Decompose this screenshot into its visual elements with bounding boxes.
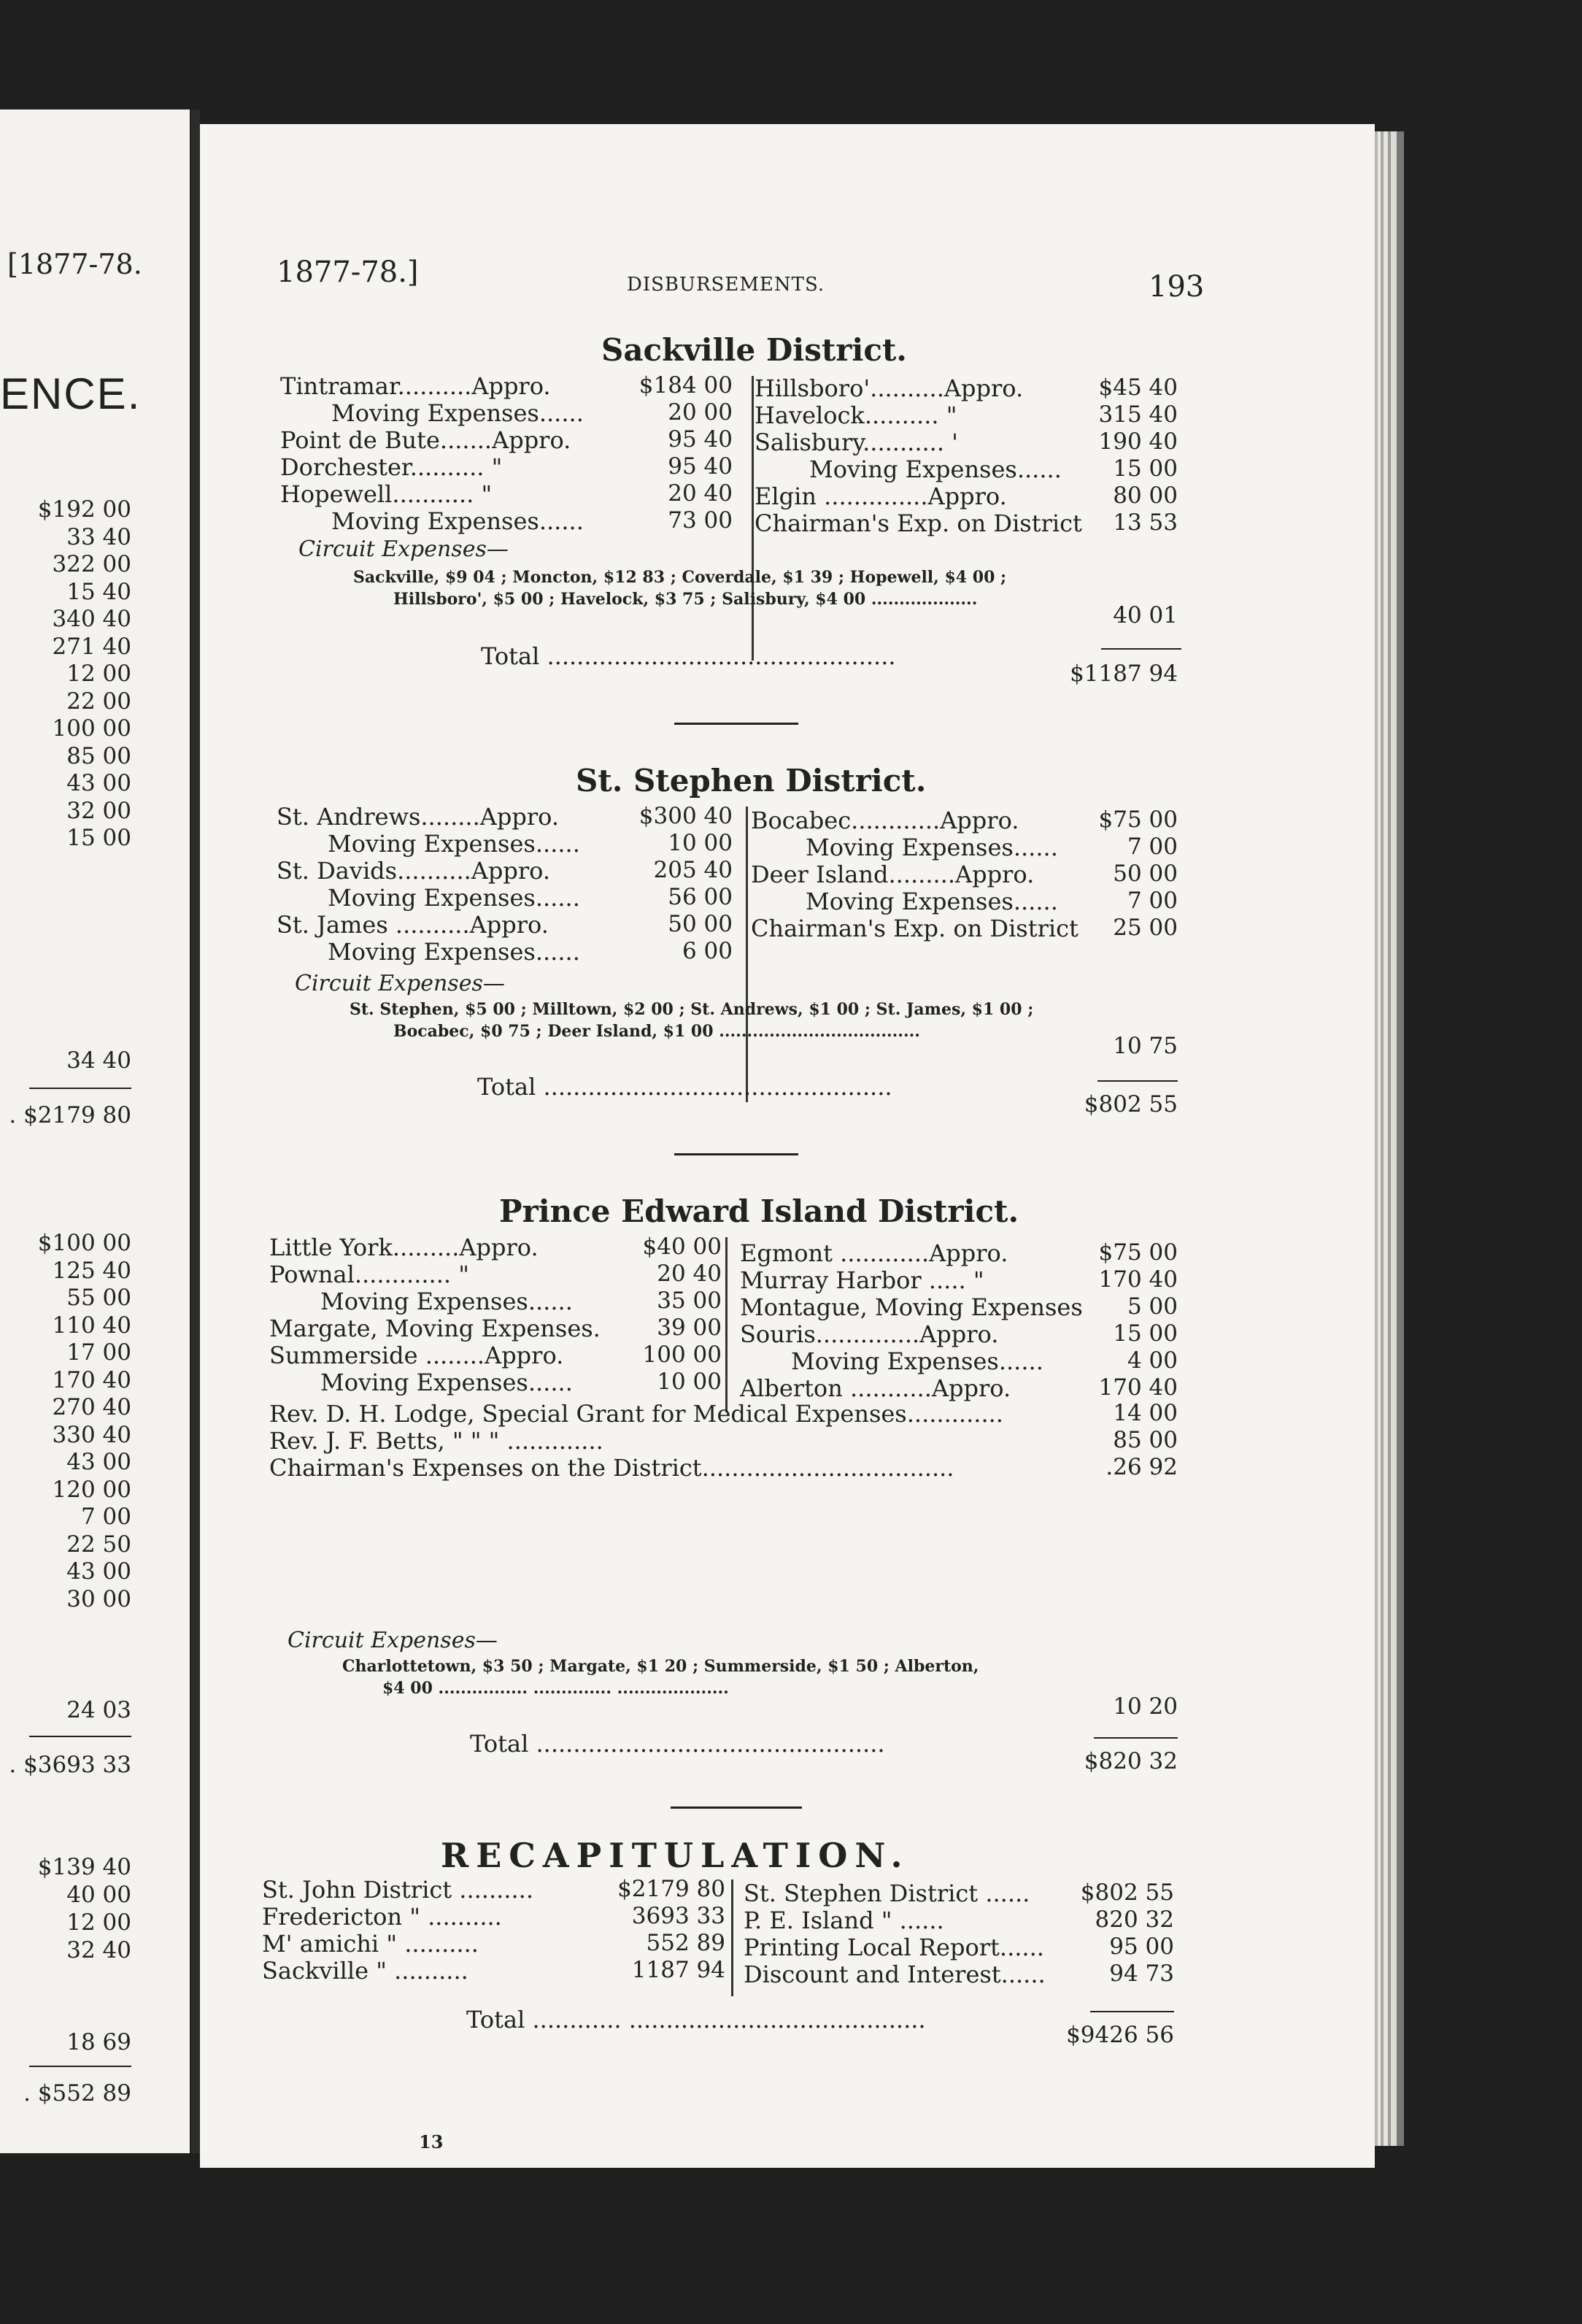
sackville-total-rule [1101,648,1181,650]
pei-column-divider [725,1237,728,1412]
ledger-row-amount: 50 00 [668,911,733,937]
ledger-row-label: Egmont ............Appro. [740,1239,1008,1267]
ledger-row-label: Havelock.......... " [755,401,957,429]
ledger-row-amount: $75 00 [1098,1239,1178,1266]
left-page-amount: 15 40 [66,578,131,605]
left-page-amount: 125 40 [52,1257,131,1284]
ledger-row-amount: 73 00 [668,507,733,534]
ledger-row-label: Little York.........Appro. [269,1234,539,1261]
left-page-header: [1877-78. [7,248,142,280]
pei-circuit-line-2: $4 00 ................ .............. .................... [382,1679,729,1698]
ledger-row-amount: 94 73 [1109,1961,1174,1987]
ledger-row-amount: 50 00 [1113,861,1178,887]
ledger-row-amount: 95 40 [668,453,733,480]
left-page-rule-2 [29,1736,131,1737]
ledger-row-amount: $75 00 [1098,807,1178,833]
ledger-row-label: Moving Expenses...... [331,507,584,535]
sackville-circuit-line-2: Hillsboro', $5 00 ; Havelock, $3 75 ; Salisbury, $4 00 ................... [393,590,978,609]
left-page-rule-3 [29,2066,131,2067]
sackville-column-divider [752,376,754,661]
ledger-row-amount: 20 00 [668,399,733,426]
ledger-row-amount: 7 00 [1127,834,1178,860]
left-page-circuit-amount-3: 18 69 [66,2029,131,2055]
ledger-row-amount: 20 40 [668,480,733,507]
ststephen-column-divider [746,807,748,1102]
ledger-row-amount: 820 32 [1095,1906,1174,1933]
ledger-row-amount: 85 00 [1113,1427,1178,1453]
ledger-row-label: Montague, Moving Expenses [740,1293,1083,1321]
left-page-amount: 17 00 [66,1339,131,1366]
ledger-row-amount: $40 00 [642,1234,722,1260]
ledger-row-label: Moving Expenses...... [806,834,1058,861]
section-divider-2 [674,1153,798,1155]
recap-total-rule [1090,2011,1174,2012]
sackville-circuit-line-1: Sackville, $9 04 ; Moncton, $12 83 ; Coverdale, $1 39 ; Hopewell, $4 00 ; [353,568,1007,587]
ledger-row-amount: 10 00 [657,1369,722,1395]
ledger-row-amount: $300 40 [638,803,733,829]
left-page-amount: 43 00 [66,770,131,796]
book-gutter [191,109,200,2153]
ledger-row-amount: 13 53 [1113,509,1178,536]
ledger-row-amount: 6 00 [682,938,733,964]
ledger-row-label: Chairman's Expenses on the District.................................. [269,1454,954,1482]
ledger-row-amount: 14 00 [1113,1400,1178,1426]
ledger-row-label: Chairman's Exp. on District [751,915,1079,942]
ledger-row-amount: 5 00 [1127,1293,1178,1320]
pei-circuit-label: Circuit Expenses— [288,1628,498,1653]
ledger-row-label: Fredericton " .......... [262,1903,502,1931]
ledger-row-amount: 15 00 [1113,1320,1178,1347]
left-page-amount: 43 00 [66,1449,131,1475]
ledger-row-label: Point de Bute.......Appro. [280,426,571,454]
left-page-amount: 43 00 [66,1558,131,1585]
ledger-row-label: Moving Expenses...... [328,830,580,858]
ststephen-title: St. Stephen District. [576,763,927,799]
left-page-amount: 12 00 [66,661,131,687]
ledger-row-amount: $184 00 [638,372,733,399]
ststephen-circuit-line-1: St. Stephen, $5 00 ; Milltown, $2 00 ; St. Andrews, $1 00 ; St. James, $1 00 ; [350,1000,1034,1019]
left-page-amount: 12 00 [66,1909,131,1936]
ledger-row-label: Chairman's Exp. on District [755,509,1082,537]
header-section: DISBURSEMENTS. [627,274,825,296]
left-page-amount: 170 40 [52,1366,131,1393]
ledger-row-label: M' amichi " .......... [262,1930,479,1958]
left-page-total-2: . $3693 33 [9,1752,131,1778]
ledger-row-label: St. Davids..........Appro. [277,857,551,885]
ststephen-circuit-label: Circuit Expenses— [295,971,505,996]
left-page-amount: 330 40 [52,1421,131,1448]
ledger-row-amount: 315 40 [1098,401,1178,428]
ledger-row-amount: 15 00 [1113,455,1178,482]
pei-total-label: Total ............................................... [470,1730,885,1758]
left-page-amount: 22 00 [66,688,131,715]
ledger-row-label: Hopewell........... " [280,480,493,508]
left-page-total-1: . $2179 80 [9,1102,131,1128]
pei-total-amount: $820 32 [1084,1748,1178,1774]
ststephen-total-rule [1097,1080,1178,1082]
ledger-row-label: Alberton ...........Appro. [740,1374,1011,1402]
ledger-row-label: St. James ..........Appro. [277,911,549,939]
ledger-row-amount: 80 00 [1113,482,1178,509]
ledger-row-label: Pownal............. " [269,1261,469,1288]
ledger-row-label: Moving Expenses...... [806,888,1058,915]
sackville-total-label: Total ............................................... [481,642,896,670]
ledger-row-amount: 1187 94 [631,1957,725,1983]
ledger-row-amount: 100 00 [642,1342,722,1368]
sackville-circuit-label: Circuit Expenses— [298,536,509,562]
pei-circuit-amount: 10 20 [1113,1693,1178,1720]
recap-total-amount: $9426 56 [1066,2022,1174,2048]
ledger-row-amount: $2179 80 [617,1876,725,1902]
ledger-row-label: Deer Island.........Appro. [751,861,1035,888]
left-page-title-fragment: ENCE. [0,369,142,418]
recap-title: RECAPITULATION. [441,1836,910,1875]
pei-total-rule [1094,1737,1178,1739]
left-page-amount: 340 40 [52,606,131,632]
ledger-row-amount: 4 00 [1127,1347,1178,1374]
ledger-row-label: Hillsboro'..........Appro. [755,374,1024,402]
ledger-row-label: Murray Harbor ..... " [740,1266,984,1294]
header-year: 1877-78.] [277,255,419,289]
ledger-row-amount: 7 00 [1127,888,1178,914]
left-page-amount: 30 00 [66,1585,131,1612]
left-page-total-3: . $552 89 [23,2080,131,2106]
ledger-row-label: Elgin ..............Appro. [755,482,1007,510]
section-divider-1 [674,723,798,725]
pei-title: Prince Edward Island District. [499,1193,1019,1229]
ledger-row-label: Margate, Moving Expenses. [269,1315,601,1342]
ststephen-total-amount: $802 55 [1084,1091,1178,1117]
ledger-row-label: Salisbury........... ' [755,428,958,456]
ledger-row-amount: 25 00 [1113,915,1178,941]
ledger-row-label: Dorchester.......... " [280,453,503,481]
ledger-row-label: Moving Expenses...... [320,1369,573,1396]
ledger-row-label: Discount and Interest...... [744,1961,1046,1988]
ledger-row-amount: 95 40 [668,426,733,453]
left-page-amount: 55 00 [66,1285,131,1311]
left-page-amount: 85 00 [66,742,131,769]
left-page-amount: 100 00 [52,715,131,742]
ledger-row-amount: .26 92 [1106,1454,1178,1480]
left-page-rule-1 [29,1088,131,1089]
ledger-row-label: St. John District .......... [262,1876,533,1904]
ledger-row-amount: 552 89 [646,1930,725,1956]
ledger-row-amount: 35 00 [657,1288,722,1314]
ledger-row-label: Rev. D. H. Lodge, Special Grant for Medical Expenses............. [269,1400,1003,1428]
page-edges [1375,131,1404,2146]
ledger-row-amount: 170 40 [1098,1266,1178,1293]
sackville-total-amount: $1187 94 [1070,661,1178,687]
ledger-row-amount: 56 00 [668,884,733,910]
left-page-amount: 40 00 [66,1882,131,1908]
ledger-row-label: Moving Expenses...... [791,1347,1043,1375]
left-page-amount: 271 40 [52,633,131,660]
ledger-row-amount: 20 40 [657,1261,722,1287]
ledger-row-amount: $802 55 [1080,1879,1174,1906]
left-page-amount: 33 40 [66,523,131,550]
left-page-amount: 270 40 [52,1394,131,1420]
ledger-row-label: Moving Expenses...... [328,884,580,912]
left-page-amount: 32 40 [66,1937,131,1963]
left-page-amount: 7 00 [80,1504,131,1530]
left-page-amount: 120 00 [52,1476,131,1503]
left-page-amount: $100 00 [37,1230,131,1256]
sackville-title: Sackville District. [601,332,907,368]
ledger-row-label: Moving Expenses...... [809,455,1062,483]
left-page-amount: 110 40 [52,1312,131,1339]
pei-circuit-line-1: Charlottetown, $3 50 ; Margate, $1 20 ; Summerside, $1 50 ; Alberton, [342,1657,979,1676]
ledger-row-label: Tintramar..........Appro. [280,372,551,400]
left-page-amount: 32 00 [66,797,131,824]
ststephen-circuit-amount: 10 75 [1113,1033,1178,1059]
ledger-row-label: Moving Expenses...... [331,399,584,427]
ststephen-circuit-line-2: Bocabec, $0 75 ; Deer Island, $1 00 .................................... [393,1022,920,1041]
left-page-circuit-amount-2: 24 03 [66,1697,131,1723]
ledger-row-label: P. E. Island " ...... [744,1906,944,1934]
left-page [0,109,190,2153]
ledger-row-label: Sackville " .......... [262,1957,468,1985]
ledger-row-amount: 170 40 [1098,1374,1178,1401]
recap-total-label: Total ............ ........................................ [466,2006,926,2034]
ledger-row-label: Moving Expenses...... [328,938,580,966]
left-page-amount: 322 00 [52,551,131,577]
section-divider-3 [671,1807,802,1809]
left-page-amount: $192 00 [37,496,131,523]
ledger-row-amount: 39 00 [657,1315,722,1341]
left-page-amount: $139 40 [37,1854,131,1880]
ledger-row-amount: $45 40 [1098,374,1178,401]
page-number: 193 [1149,270,1205,304]
main-page [200,124,1375,2168]
ledger-row-amount: 205 40 [653,857,733,883]
sackville-circuit-amount: 40 01 [1113,602,1178,628]
ledger-row-amount: 10 00 [668,830,733,856]
ledger-row-label: Souris..............Appro. [740,1320,999,1348]
signature-mark: 13 [419,2131,444,2152]
ledger-row-amount: 3693 33 [631,1903,725,1929]
ledger-row-label: St. Stephen District ...... [744,1879,1030,1907]
recap-column-divider [731,1879,733,1996]
ledger-row-label: St. Andrews........Appro. [277,803,559,831]
ledger-row-amount: 190 40 [1098,428,1178,455]
left-page-amount: 22 50 [66,1531,131,1558]
left-page-amount: 15 00 [66,825,131,851]
ledger-row-label: Moving Expenses...... [320,1288,573,1315]
ledger-row-amount: 95 00 [1109,1934,1174,1960]
left-page-circuit-amount-1: 34 40 [66,1047,131,1074]
ststephen-total-label: Total ............................................... [477,1073,892,1101]
ledger-row-label: Summerside ........Appro. [269,1342,564,1369]
ledger-row-label: Bocabec............Appro. [751,807,1019,834]
ledger-row-label: Printing Local Report...... [744,1934,1044,1961]
ledger-row-label: Rev. J. F. Betts, " " " ............. [269,1427,603,1455]
